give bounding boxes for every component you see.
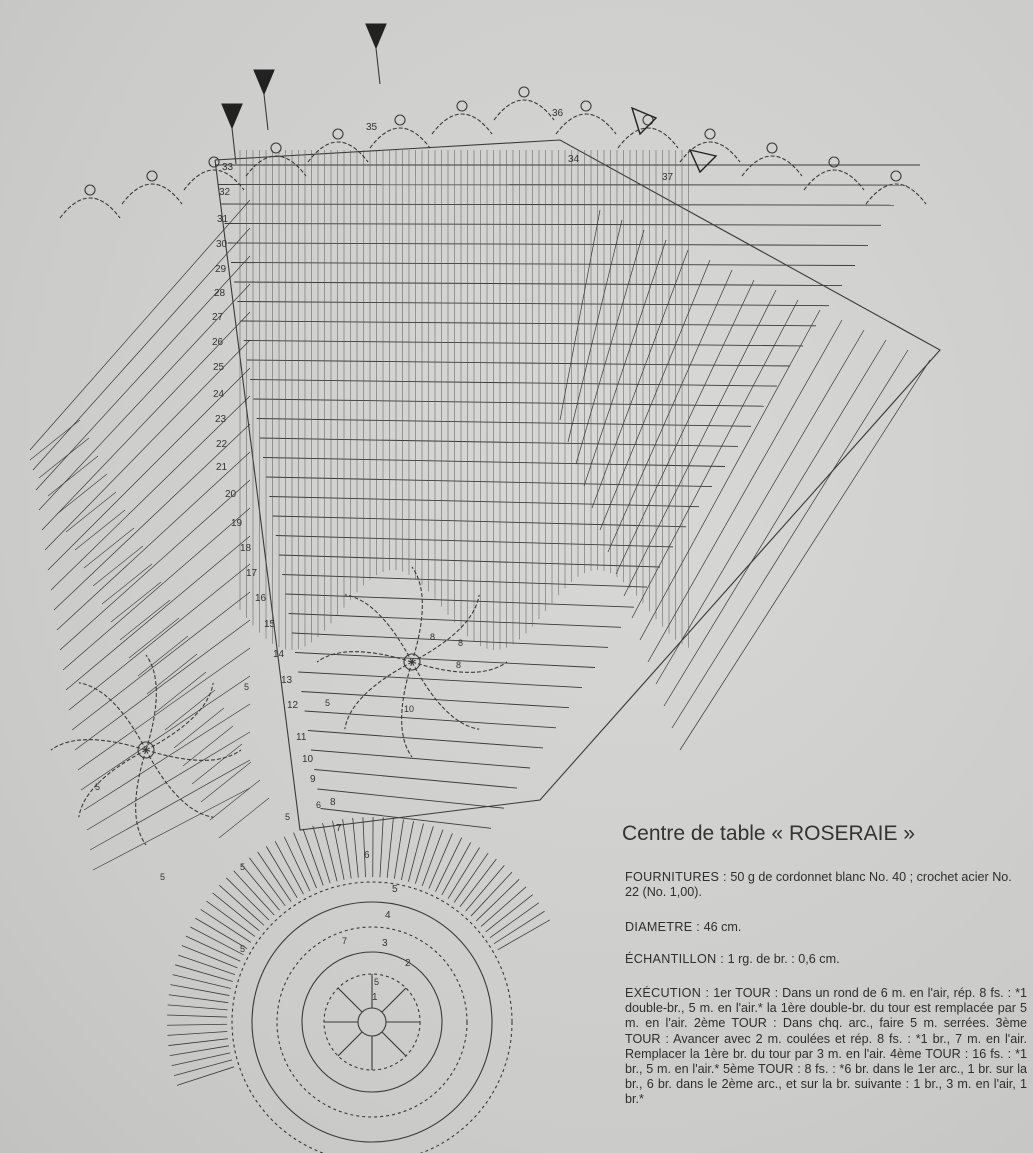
stitch-line — [353, 818, 359, 878]
fan-hatch — [66, 492, 116, 532]
inner-count-label: 5 — [160, 872, 166, 882]
round-circle — [232, 882, 512, 1153]
round-number-label: 26 — [212, 337, 224, 348]
stitch-line — [168, 1005, 228, 1010]
scallop-arc — [804, 170, 864, 190]
flower-petal — [412, 595, 479, 662]
picot-circle — [395, 115, 405, 125]
picot-circle — [705, 129, 715, 139]
inner-count-label: 5 — [95, 782, 101, 792]
row-line — [260, 438, 738, 446]
start-marker-filled — [366, 24, 386, 48]
stitch-line — [234, 871, 274, 915]
stitch-line — [182, 946, 238, 968]
stitch-line — [174, 1060, 232, 1076]
stitch-line — [167, 1024, 227, 1025]
row-line — [311, 750, 530, 768]
round-number-label: 16 — [255, 593, 267, 604]
round-number-label: 31 — [217, 214, 229, 225]
stitch-line — [226, 878, 269, 920]
stitch-line — [167, 1015, 227, 1017]
picot-circle — [519, 87, 529, 97]
round-number-label: 32 — [219, 187, 231, 198]
fan-line-right — [576, 230, 644, 464]
flower-petal — [345, 595, 412, 662]
inner-count-label: 10 — [404, 704, 415, 714]
round-number-label: 1 — [372, 992, 378, 1003]
row-line — [321, 809, 491, 829]
spoke-line — [338, 988, 362, 1012]
round-number-label: 19 — [231, 518, 243, 529]
row-line — [308, 731, 543, 748]
flower-petal — [146, 750, 241, 760]
fan-line-right — [592, 250, 688, 508]
fan-line — [54, 424, 250, 610]
stitch-line — [394, 819, 403, 878]
stitch-line — [177, 1067, 234, 1086]
stitch-line — [206, 901, 254, 936]
round-number-label: 24 — [213, 389, 225, 400]
stitch-line — [387, 818, 393, 878]
row-line — [218, 185, 907, 186]
materials-label: FOURNITURES : — [625, 870, 727, 884]
round-number-label: 14 — [273, 649, 285, 660]
stitch-line — [422, 830, 443, 886]
picot-circle — [457, 101, 467, 111]
fan-line-right — [584, 240, 666, 486]
row-line — [295, 653, 595, 668]
row-line — [225, 224, 881, 226]
fan-hatch — [129, 618, 179, 658]
diameter-text: 46 cm. — [703, 920, 742, 934]
round-number-label: 9 — [310, 774, 316, 785]
scallop-arc — [308, 142, 368, 162]
row-line — [298, 672, 582, 688]
fan-hatch — [210, 780, 260, 820]
execution-paragraph — [625, 986, 1027, 1153]
picot-circle — [829, 157, 839, 167]
stitch-line — [172, 1053, 231, 1066]
row-line — [266, 477, 712, 487]
stitch-line — [175, 965, 233, 982]
scallop-arc — [680, 142, 740, 162]
round-number-label: 20 — [225, 489, 237, 500]
fan-line — [93, 788, 250, 870]
fan-line — [84, 704, 250, 810]
fan-line — [69, 564, 250, 710]
fan-hatch — [156, 672, 206, 712]
row-line — [228, 243, 868, 245]
picot-circle — [581, 101, 591, 111]
fan-line — [30, 200, 250, 450]
fan-hatch — [219, 798, 269, 838]
fan-hatch — [102, 564, 152, 604]
stitch-line — [303, 829, 323, 886]
row-line — [317, 789, 504, 808]
inner-count-label: 8 — [430, 632, 436, 642]
stitch-line — [460, 859, 496, 907]
row-line — [263, 458, 725, 467]
fan-hatch — [39, 438, 89, 478]
row-line — [273, 516, 686, 527]
stitch-line — [343, 819, 352, 878]
fan-hatch — [84, 528, 134, 568]
row-line — [253, 399, 764, 406]
scallop-arc — [618, 128, 678, 148]
stitch-line — [170, 1046, 229, 1056]
scallop-arc — [122, 184, 182, 204]
round-number-label: 13 — [281, 675, 293, 686]
round-number-label: 29 — [215, 264, 227, 275]
scallop-arc — [432, 114, 492, 134]
stitch-line — [178, 955, 235, 975]
round-number-label: 23 — [215, 414, 227, 425]
fan-line-right — [568, 220, 622, 442]
flower-petal — [317, 652, 412, 662]
fan-hatch — [165, 690, 215, 730]
round-number-label: 5 — [392, 884, 398, 895]
diameter-paragraph — [625, 920, 1027, 935]
inner-count-label: 5 — [325, 698, 331, 708]
flower-petal — [51, 740, 146, 750]
fan-line-right — [632, 300, 798, 618]
flower-petal — [412, 567, 422, 662]
materials-paragraph — [625, 870, 1027, 900]
round-number-label: 3 — [382, 938, 388, 949]
inner-count-label: 5 — [244, 682, 250, 692]
inner-count-label: 5 — [374, 977, 380, 987]
start-marker-filled — [254, 70, 274, 94]
fan-hatch — [174, 708, 224, 748]
row-line — [237, 302, 829, 306]
round-number-label: 30 — [216, 239, 228, 250]
stitch-line — [481, 887, 526, 927]
fan-line-right — [656, 330, 864, 684]
fan-hatch — [201, 762, 251, 802]
row-line — [250, 380, 777, 387]
scallop-arc — [370, 128, 430, 148]
row-line — [269, 497, 699, 507]
stitch-line — [415, 826, 433, 883]
stitch-line — [476, 879, 519, 921]
round-circle — [277, 927, 467, 1117]
inner-count-label: 6 — [316, 800, 322, 810]
gauge-label: ÉCHANTILLON : — [625, 952, 725, 966]
fan-line-right — [608, 270, 732, 552]
gauge-paragraph — [625, 952, 1027, 967]
stitch-line — [471, 872, 512, 916]
stitch-line — [466, 865, 505, 911]
fan-line — [72, 592, 250, 730]
marker-line — [376, 48, 380, 84]
materials-text: 50 g de cordonnet blanc No. 40 ; crochet acier No. 22 (No. 1,00). — [625, 870, 1012, 900]
row-line — [314, 770, 517, 789]
fan-hatch — [75, 510, 125, 550]
scallop-arc — [866, 184, 926, 204]
row-line — [279, 555, 660, 567]
fan-hatch — [111, 582, 161, 622]
marker-line — [264, 94, 268, 130]
round-number-label: 35 — [366, 122, 378, 133]
row-line — [234, 282, 842, 286]
round-number-label: 8 — [330, 797, 336, 808]
fan-line — [75, 620, 250, 750]
stitch-line — [363, 817, 366, 877]
row-line — [221, 204, 894, 205]
fan-line-right — [680, 360, 930, 750]
round-number-label: 12 — [287, 700, 299, 711]
gauge-text: 1 rg. de br. : 0,6 cm. — [727, 952, 840, 966]
fan-hatch — [147, 654, 197, 694]
fan-hatch — [120, 600, 170, 640]
round-number-label: 17 — [246, 568, 258, 579]
round-number-label: 10 — [302, 754, 314, 765]
round-number-label: 33 — [222, 162, 234, 173]
picot-circle — [767, 143, 777, 153]
stitch-line — [213, 893, 260, 931]
picot-circle — [85, 185, 95, 195]
fan-hatch — [48, 456, 98, 496]
scallop-arc — [494, 100, 554, 120]
scallop-arc — [60, 198, 120, 218]
row-line — [244, 341, 803, 346]
picot-circle — [891, 171, 901, 181]
round-number-label: 18 — [240, 543, 252, 554]
fan-line-right — [600, 260, 710, 530]
pattern-title: Centre de table « ROSERAIE » — [622, 822, 915, 845]
round-circle — [252, 902, 492, 1142]
execution-label: EXÉCUTION : — [625, 986, 710, 1000]
row-line — [292, 633, 608, 647]
round-number-label: 4 — [385, 910, 391, 921]
fan-line — [78, 648, 250, 770]
round-number-label: 22 — [216, 439, 228, 450]
round-circle — [358, 1008, 386, 1036]
round-number-label: 7 — [336, 823, 342, 834]
round-circle — [302, 952, 442, 1092]
round-number-label: 37 — [662, 172, 674, 183]
stitch-line — [313, 826, 330, 883]
fan-hatch — [138, 636, 188, 676]
stitch-line — [241, 864, 279, 910]
picot-circle — [209, 157, 219, 167]
fan-line — [63, 508, 250, 670]
round-number-label: 11 — [296, 732, 307, 743]
execution-text: 1er TOUR : Dans un rond de 6 m. en l'air, rép. 8 fs. : *1 double-br., 5 m. en l'air.* la 1ère double-br. du tour est remplacée par 5 m. en l'air. 2ème TOUR : Dans chq. arc., faire 5 m. serrées. 3ème TOUR : Avancer avec 2 m. coulées et rép. 8 fs. : *1 br., 7 m. en l'air. Remplacer la 1ère br. du tour par 3 m. en l'air. 4ème TOUR : 16 fs. : *1 br., 5 m. en l'air.* 5ème TOUR : 8 fs. : *6 br. dans le 1er arc., 1 br. sur la br., 6 br. dans le 2ème arc., et sur la br. suivante : 1 br., 3 m. en l'air, 1 br.* — [625, 986, 1027, 1107]
flower-petal — [146, 655, 156, 750]
scallop-arc — [184, 170, 244, 190]
inner-count-label: 7 — [342, 936, 348, 946]
stitch-line — [167, 1031, 227, 1035]
stitch-line — [380, 817, 383, 877]
fan-line — [90, 760, 250, 850]
fan-line-right — [624, 290, 776, 596]
picot-circle — [147, 171, 157, 181]
stitch-line — [168, 1039, 228, 1046]
inner-count-label: 5 — [285, 812, 291, 822]
flower-petal — [345, 662, 415, 729]
start-marker-filled — [222, 104, 242, 128]
stitch-line — [249, 858, 285, 906]
picot-circle — [271, 143, 281, 153]
picot-circle — [333, 129, 343, 139]
diameter-label: DIAMETRE : — [625, 920, 701, 934]
round-number-label: 28 — [214, 288, 226, 299]
fan-line-right — [560, 210, 600, 420]
scallop-arc — [556, 114, 616, 134]
row-line — [305, 711, 556, 728]
end-marker-open — [690, 150, 716, 172]
round-number-label: 27 — [212, 312, 224, 323]
scallop-arc — [246, 156, 306, 176]
stitch-line — [401, 821, 413, 880]
stitch-line — [169, 995, 228, 1003]
stitch-line — [408, 824, 423, 882]
stitch-line — [490, 903, 539, 938]
spoke-line — [338, 1032, 362, 1056]
round-number-label: 25 — [213, 362, 225, 373]
end-marker-open — [632, 108, 656, 134]
fan-hatch — [192, 744, 242, 784]
row-line — [247, 360, 790, 366]
fan-hatch — [30, 420, 80, 460]
round-number-label: 36 — [552, 108, 564, 119]
row-line — [276, 536, 673, 547]
inner-count-label: 5 — [240, 944, 246, 954]
fan-line-right — [672, 350, 908, 728]
spoke-line — [382, 988, 406, 1012]
round-number-label: 21 — [216, 462, 228, 473]
row-line — [241, 321, 816, 326]
round-number-label: 2 — [405, 958, 411, 969]
scallop-arc — [742, 156, 802, 176]
inner-count-label: 5 — [240, 862, 246, 872]
row-line — [282, 575, 647, 588]
fan-line-right — [640, 310, 820, 640]
round-number-label: 34 — [568, 154, 580, 165]
inner-count-label: 8 — [456, 660, 462, 670]
row-line — [301, 692, 569, 708]
round-number-label: 6 — [364, 850, 370, 861]
spoke-line — [382, 1032, 406, 1056]
row-line — [289, 614, 621, 628]
fan-line-right — [664, 340, 886, 706]
stitch-line — [486, 895, 533, 932]
round-number-label: 15 — [264, 619, 276, 630]
inner-count-label: 8 — [458, 638, 464, 648]
stitch-line — [219, 885, 264, 925]
